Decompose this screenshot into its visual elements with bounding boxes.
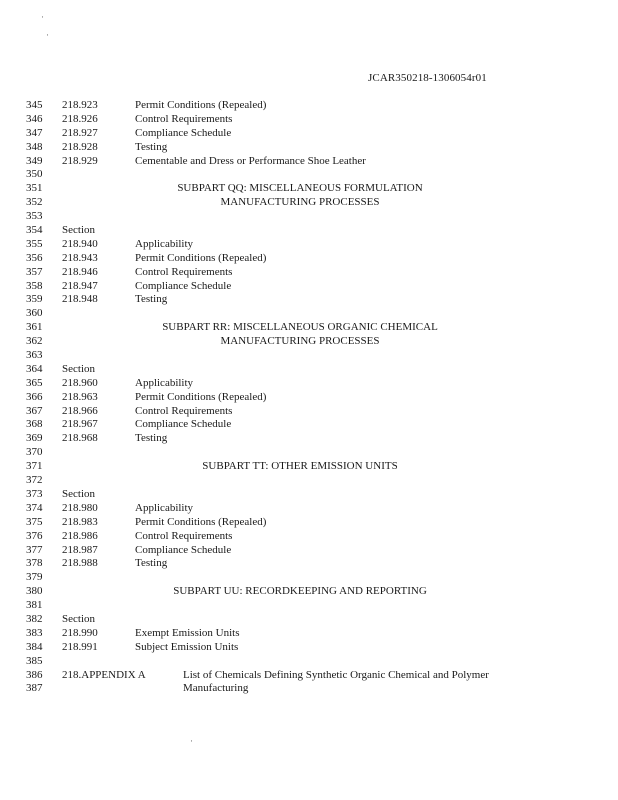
section-number: 218.967 xyxy=(62,418,98,431)
document-line xyxy=(0,641,618,655)
section-title: Testing xyxy=(135,293,168,306)
line-number: 382 xyxy=(26,612,43,625)
line-number: 351 xyxy=(26,182,43,195)
section-number: Section xyxy=(62,362,95,375)
section-title: Subject Emission Units xyxy=(135,640,239,653)
document-line xyxy=(0,238,618,252)
line-number: 379 xyxy=(26,571,43,584)
section-number: 218.946 xyxy=(62,265,98,278)
line-number: 384 xyxy=(26,640,43,653)
document-line xyxy=(0,196,618,210)
line-number: 374 xyxy=(26,501,43,514)
document-line xyxy=(0,627,618,641)
section-number: 218.986 xyxy=(62,529,98,542)
line-number: 361 xyxy=(26,321,43,334)
section-title: Compliance Schedule xyxy=(135,418,232,431)
scan-speck: · xyxy=(190,736,193,746)
document-line xyxy=(0,432,618,446)
section-number: 218.943 xyxy=(62,251,98,264)
line-number: 368 xyxy=(26,418,43,431)
line-number: 357 xyxy=(26,265,43,278)
subpart-heading: SUBPART UU: RECORDKEEPING AND REPORTING xyxy=(173,585,427,598)
line-number: 353 xyxy=(26,210,43,223)
line-number: 355 xyxy=(26,237,43,250)
document-line xyxy=(0,682,618,696)
document-line xyxy=(0,585,618,599)
line-number: 376 xyxy=(26,529,43,542)
document-line xyxy=(0,474,618,488)
section-title: Testing xyxy=(135,557,168,570)
document-id: JCAR350218-1306054r01 xyxy=(368,72,487,84)
document-line xyxy=(0,377,618,391)
section-title: Permit Conditions (Repealed) xyxy=(135,390,267,403)
section-number: 218.990 xyxy=(62,626,98,639)
document-line xyxy=(0,224,618,238)
line-number: 347 xyxy=(26,126,43,139)
section-number: 218.983 xyxy=(62,515,98,528)
section-title: Control Requirements xyxy=(135,112,233,125)
section-number: 218.948 xyxy=(62,293,98,306)
section-title: Testing xyxy=(135,140,168,153)
line-number: 363 xyxy=(26,349,43,362)
line-number: 349 xyxy=(26,154,43,167)
table-of-contents xyxy=(0,99,618,696)
section-title: Permit Conditions (Repealed) xyxy=(135,99,267,111)
line-number: 377 xyxy=(26,543,43,556)
line-number: 369 xyxy=(26,432,43,445)
line-number: 364 xyxy=(26,362,43,375)
section-number: 218.947 xyxy=(62,279,98,292)
document-line xyxy=(0,488,618,502)
document-line xyxy=(0,127,618,141)
section-number: 218.960 xyxy=(62,376,98,389)
section-number: 218.928 xyxy=(62,140,98,153)
document-line xyxy=(0,113,618,127)
section-number: 218.927 xyxy=(62,126,98,139)
line-number: 345 xyxy=(26,99,43,111)
document-line xyxy=(0,599,618,613)
subpart-heading: SUBPART RR: MISCELLANEOUS ORGANIC CHEMICAL xyxy=(162,321,438,334)
line-number: 359 xyxy=(26,293,43,306)
subpart-heading: MANUFACTURING PROCESSES xyxy=(220,335,380,348)
section-title: Compliance Schedule xyxy=(135,543,232,556)
section-title: Applicability xyxy=(135,237,194,250)
document-line xyxy=(0,280,618,294)
section-number: 218.980 xyxy=(62,501,98,514)
document-line xyxy=(0,655,618,669)
line-number: 358 xyxy=(26,279,43,292)
section-title: Control Requirements xyxy=(135,404,233,417)
section-title: Control Requirements xyxy=(135,265,233,278)
document-line xyxy=(0,363,618,377)
document-line xyxy=(0,557,618,571)
document-line xyxy=(0,266,618,280)
document-line xyxy=(0,99,618,113)
line-number: 380 xyxy=(26,585,43,598)
document-line xyxy=(0,252,618,266)
line-number: 348 xyxy=(26,140,43,153)
section-number: Section xyxy=(62,224,95,237)
line-number: 356 xyxy=(26,251,43,264)
line-number: 385 xyxy=(26,654,43,667)
document-line xyxy=(0,544,618,558)
document-line xyxy=(0,530,618,544)
document-line xyxy=(0,613,618,627)
line-number: 378 xyxy=(26,557,43,570)
line-number: 371 xyxy=(26,460,43,473)
document-line xyxy=(0,335,618,349)
line-number: 367 xyxy=(26,404,43,417)
appendix-title: Manufacturing xyxy=(183,682,249,695)
line-number: 373 xyxy=(26,487,43,500)
section-title: Applicability xyxy=(135,501,194,514)
scan-speck: · xyxy=(41,12,44,22)
section-number: 218.929 xyxy=(62,154,98,167)
section-title: Exempt Emission Units xyxy=(135,626,240,639)
document-line xyxy=(0,460,618,474)
line-number: 375 xyxy=(26,515,43,528)
section-title: Compliance Schedule xyxy=(135,126,232,139)
section-title: Permit Conditions (Repealed) xyxy=(135,251,267,264)
section-number: 218.926 xyxy=(62,112,98,125)
section-title: Permit Conditions (Repealed) xyxy=(135,515,267,528)
document-line xyxy=(0,669,618,683)
section-title: Cementable and Dress or Performance Shoe Leather xyxy=(135,154,366,167)
section-number: 218.968 xyxy=(62,432,98,445)
subpart-heading: MANUFACTURING PROCESSES xyxy=(220,196,380,209)
section-title: Applicability xyxy=(135,376,194,389)
line-number: 387 xyxy=(26,682,43,695)
document-line xyxy=(0,210,618,224)
document-line xyxy=(0,307,618,321)
section-number: 218.940 xyxy=(62,237,98,250)
section-number: 218.963 xyxy=(62,390,98,403)
line-number: 362 xyxy=(26,335,43,348)
document-line xyxy=(0,321,618,335)
appendix-title: List of Chemicals Defining Synthetic Organic Chemical and Polymer xyxy=(183,668,489,681)
subpart-heading: SUBPART TT: OTHER EMISSION UNITS xyxy=(202,460,398,473)
line-number: 383 xyxy=(26,626,43,639)
section-number: 218.966 xyxy=(62,404,98,417)
document-line xyxy=(0,293,618,307)
section-number: Section xyxy=(62,487,95,500)
section-number: 218.988 xyxy=(62,557,98,570)
line-number: 354 xyxy=(26,224,43,237)
line-number: 381 xyxy=(26,599,43,612)
section-number: 218.991 xyxy=(62,640,98,653)
document-line xyxy=(0,502,618,516)
line-number: 360 xyxy=(26,307,43,320)
document-line xyxy=(0,391,618,405)
section-number: 218.APPENDIX A xyxy=(62,668,146,681)
subpart-heading: SUBPART QQ: MISCELLANEOUS FORMULATION xyxy=(177,182,423,195)
section-number: 218.987 xyxy=(62,543,98,556)
document-line xyxy=(0,168,618,182)
document-line xyxy=(0,571,618,585)
section-title: Compliance Schedule xyxy=(135,279,232,292)
line-number: 350 xyxy=(26,168,43,181)
section-title: Control Requirements xyxy=(135,529,233,542)
document-line xyxy=(0,446,618,460)
document-line xyxy=(0,155,618,169)
section-title: Testing xyxy=(135,432,168,445)
document-line xyxy=(0,141,618,155)
document-line xyxy=(0,418,618,432)
line-number: 386 xyxy=(26,668,43,681)
line-number: 372 xyxy=(26,474,43,487)
line-number: 366 xyxy=(26,390,43,403)
document-line xyxy=(0,516,618,530)
line-number: 352 xyxy=(26,196,43,209)
line-number: 370 xyxy=(26,446,43,459)
section-number: 218.923 xyxy=(62,99,98,111)
document-line xyxy=(0,349,618,363)
document-line xyxy=(0,182,618,196)
line-number: 365 xyxy=(26,376,43,389)
scan-speck: · xyxy=(46,30,49,40)
section-number: Section xyxy=(62,612,95,625)
line-number: 346 xyxy=(26,112,43,125)
document-line xyxy=(0,405,618,419)
